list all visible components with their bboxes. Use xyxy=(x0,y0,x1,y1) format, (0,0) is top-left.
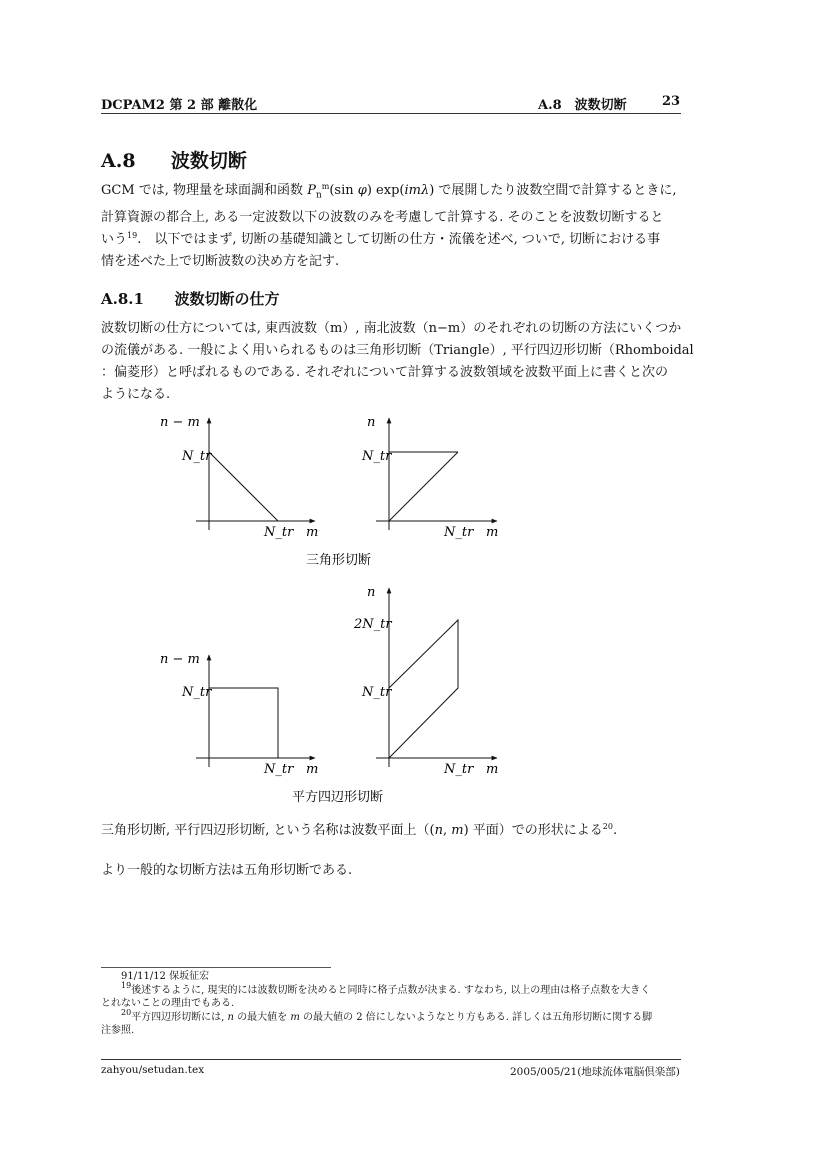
body-paragraph xyxy=(101,318,694,406)
y-tick-label: N_tr xyxy=(182,685,212,700)
footer-date-credit: 2005/005/21(地球流体電脳倶楽部) xyxy=(510,1066,680,1078)
page-number: 23 xyxy=(662,94,681,109)
body-line-2: の流儀がある. 一般によく用いられるものは三角形切断（Triangle）, 平行四辺形切断（Rhomboidal xyxy=(101,343,694,358)
y-axis-label: n − m xyxy=(160,415,200,430)
y-axis-label: n − m xyxy=(160,652,200,667)
footnote-rule xyxy=(101,967,331,968)
section-number: A.8 xyxy=(101,150,136,172)
x-tick-label: N_tr xyxy=(444,762,474,777)
intro-paragraph xyxy=(101,180,681,273)
subsection-number: A.8.1 xyxy=(101,290,144,308)
intro-line-1: GCM では, 物理量を球面調和函数 $P_n^m(\sin$ φ) exp(imλ) で展開したり波数空間で計算するときに, xyxy=(101,182,677,201)
parallelogram-edge xyxy=(389,620,458,758)
footnote-19-line-1: $^{19}$後述するように, 現実的には波数切断を決めると同時に格子点数が決まる. すなわち, 以上の理由は格子点数を大きく xyxy=(121,980,651,996)
intro-line-3: いう$^{19}$. 以下ではまず, 切断の基礎知識として切断の仕方・流儀を述べ, ついで, 切断における事 xyxy=(101,230,661,247)
subsection-heading xyxy=(101,288,279,309)
y-axis-label: n xyxy=(367,585,376,600)
section-heading xyxy=(101,146,247,173)
x-axis-label: m xyxy=(486,525,499,540)
x-axis-label: m xyxy=(486,762,499,777)
running-header-section: A.8 波数切断 xyxy=(538,98,627,113)
triangle-right-diagram xyxy=(361,415,498,540)
y-tick-label: N_tr xyxy=(362,449,392,464)
triangle-caption: 三角形切断 xyxy=(306,553,372,568)
footnote-20-line-1: $^{20}$平方四辺形切断には, n の最大値を m の最大値の 2 倍にしないようなとり方もある. 詳しくは五角形切断に関する脚 xyxy=(121,1007,653,1023)
subsection-title: 波数切断の仕方 xyxy=(174,290,280,308)
section-title: 波数切断 xyxy=(170,150,247,172)
y-axis-label: n xyxy=(367,415,376,430)
naming-paragraph xyxy=(101,820,681,842)
square-edge xyxy=(209,688,278,758)
running-header-left: DCPAM2 第 2 部 離散化 xyxy=(101,98,258,113)
pentagonal-line: より一般的な切断方法は五角形切断である. xyxy=(101,863,353,878)
x-axis-label: m xyxy=(306,762,319,777)
triangle-edge xyxy=(209,452,278,521)
x-tick-label: N_tr xyxy=(264,525,294,540)
x-tick-label: N_tr xyxy=(444,525,474,540)
y-tick-label: N_tr xyxy=(362,685,392,700)
y-tick-label: N_tr xyxy=(182,449,212,464)
truncation-diagrams xyxy=(0,400,826,810)
triangle-diagonal-edge xyxy=(389,452,458,521)
rhomboidal-caption: 平方四辺形切断 xyxy=(292,790,384,805)
body-line-4: ようになる. xyxy=(101,387,171,402)
footnote-20-line-2: 注参照. xyxy=(101,1025,135,1036)
footer-rule xyxy=(101,1059,681,1060)
footnote-date: 91/11/12 保坂征宏 xyxy=(121,971,210,982)
header-rule xyxy=(101,113,681,114)
rhomboidal-left-diagram xyxy=(160,652,318,777)
y-tick-top-label: 2N_tr xyxy=(354,617,392,632)
intro-line-2: 計算資源の都合上, ある一定波数以下の波数のみを考慮して計算する. そのことを波数切断すると xyxy=(101,209,664,225)
footnotes xyxy=(101,970,681,1038)
rhomboidal-right-diagram xyxy=(353,585,498,777)
naming-line: 三角形切断, 平行四辺形切断, という名称は波数平面上（(n, m) 平面）での形状による$^{20}$. xyxy=(101,822,618,838)
pentagonal-paragraph xyxy=(101,860,681,882)
triangle-left-diagram xyxy=(160,415,318,540)
body-line-3: ：偏菱形）と呼ばれるものである. それぞれについて計算する波数領域を波数平面上に書くと次の xyxy=(101,365,669,380)
footer-source-file: zahyou/setudan.tex xyxy=(101,1064,205,1076)
footnote-19-line-2: とれないことの理由でもある. xyxy=(101,998,235,1009)
x-axis-label: m xyxy=(306,525,319,540)
intro-line-4: 情を述べた上で切断波数の決め方を記す. xyxy=(101,253,340,269)
body-line-1: 波数切断の仕方については, 東西波数（m）, 南北波数（n−m）のそれぞれの切断の方法にいくつか xyxy=(101,321,682,336)
x-tick-label: N_tr xyxy=(264,762,294,777)
